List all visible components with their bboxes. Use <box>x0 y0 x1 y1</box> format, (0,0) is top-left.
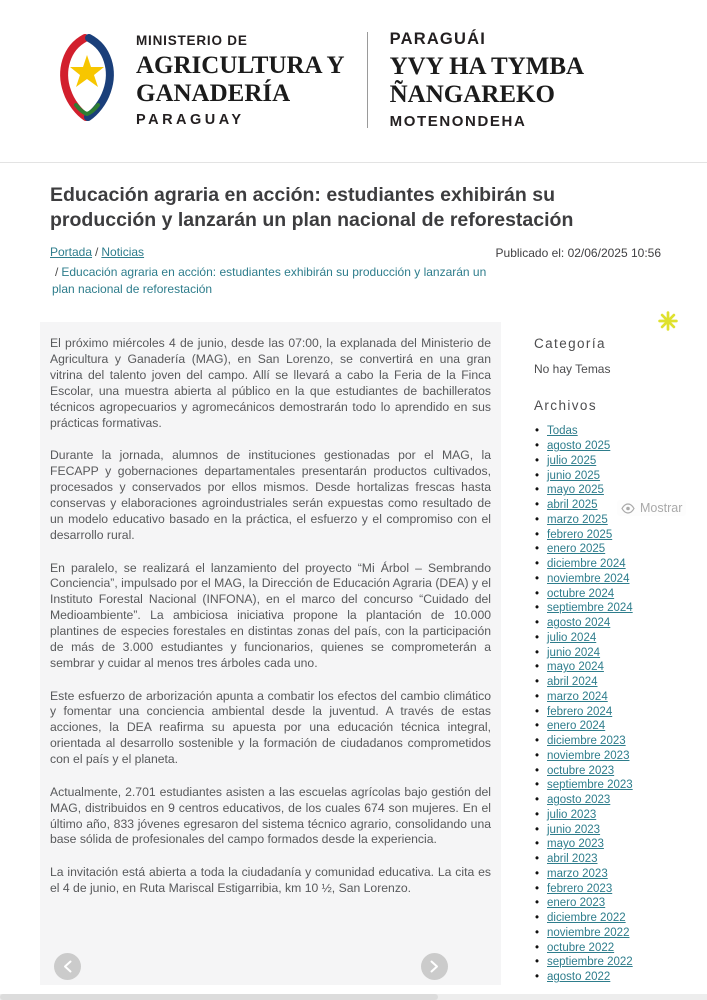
archive-link[interactable]: julio 2023 <box>547 808 597 821</box>
header-divider <box>0 162 707 163</box>
archive-item <box>534 631 661 646</box>
archive-link[interactable]: mayo 2024 <box>547 661 604 674</box>
article-paragraph: El próximo miércoles 4 de junio, desde las 07:00, la explanada del Ministerio de Agricultura y Ganadería (MAG), en San Lorenzo, se convertirá en una gran vitrina del talento joven del campo. Allí se llevará a cabo la Feria de la Finca Escolar, una muestra abierta al público en la que estudiantes de bachilleratos técnicos agropecuarios y agromecánicos demostrarán todo lo aprendido en sus prácticas formativas. <box>50 336 491 430</box>
ministry-line2: AGRICULTURA Y <box>136 51 345 79</box>
archive-link[interactable]: Todas <box>547 425 578 438</box>
archive-item <box>534 660 661 675</box>
archive-link[interactable]: enero 2025 <box>547 543 606 556</box>
archive-link[interactable]: octubre 2023 <box>547 764 615 777</box>
article-body <box>40 322 501 985</box>
archive-link[interactable]: agosto 2025 <box>547 440 611 453</box>
carousel-prev-button[interactable] <box>54 953 81 980</box>
horizontal-scrollbar[interactable] <box>0 994 707 1000</box>
breadcrumb-section-link[interactable]: Noticias <box>101 244 145 259</box>
guarani-line3: ÑANGAREKO <box>389 81 555 108</box>
archive-link[interactable]: febrero 2023 <box>547 882 613 895</box>
chevron-left-icon <box>63 960 72 973</box>
guarani-line1: PARAGUÁI <box>389 30 486 48</box>
breadcrumb-line2 <box>50 264 490 299</box>
archive-link[interactable]: marzo 2024 <box>547 690 608 703</box>
archive-link[interactable]: noviembre 2024 <box>547 572 630 585</box>
archive-link[interactable]: julio 2024 <box>547 631 597 644</box>
breadcrumb-separator: / <box>95 244 99 259</box>
archive-item <box>534 911 661 926</box>
archive-item <box>534 837 661 852</box>
archive-item <box>534 882 661 897</box>
archive-item <box>534 749 661 764</box>
archive-link[interactable]: febrero 2024 <box>547 705 613 718</box>
archive-item <box>534 852 661 867</box>
mag-coat-of-arms-logo <box>54 31 120 130</box>
archive-link[interactable]: junio 2024 <box>547 646 601 659</box>
breadcrumb-line1 <box>50 245 490 259</box>
archive-link[interactable]: junio 2023 <box>547 823 601 836</box>
archive-link[interactable]: noviembre 2022 <box>547 926 630 939</box>
archive-link[interactable]: agosto 2023 <box>547 794 611 807</box>
breadcrumb <box>50 245 490 299</box>
archive-item <box>534 572 661 587</box>
archive-link[interactable]: julio 2025 <box>547 454 597 467</box>
archive-item <box>534 926 661 941</box>
ministry-line1: MINISTERIO DE <box>136 32 248 48</box>
archive-link[interactable]: septiembre 2024 <box>547 602 633 615</box>
archive-item <box>534 528 661 543</box>
archive-item <box>534 970 661 985</box>
archive-link[interactable]: enero 2024 <box>547 720 606 733</box>
article-paragraph: Durante la jornada, alumnos de instituciones gestionadas por el MAG, la FECAPP y gobernaciones departamentales presentarán productos cultivados, procesados y conservados por ellos mismos. Desde hortalizas frescas hasta conservas y elaboraciones agroindustriales serán expuestas como resultado de un modelo educativo basado en la práctica, el esfuerzo y el compromiso con el desarrollo rural. <box>50 448 491 542</box>
archive-item <box>534 896 661 911</box>
archive-item <box>534 616 661 631</box>
archive-link[interactable]: abril 2024 <box>547 676 598 689</box>
archive-item <box>534 646 661 661</box>
archive-item <box>534 469 661 484</box>
archive-item <box>534 454 661 469</box>
archive-item <box>534 823 661 838</box>
archives-heading: Archivos <box>534 398 597 414</box>
archive-item <box>534 719 661 734</box>
archive-item <box>534 690 661 705</box>
scrollbar-thumb[interactable] <box>0 994 438 1000</box>
ministry-country: PARAGUAY <box>136 111 245 128</box>
guarani-line2: YVY HA TYMBA <box>389 53 585 80</box>
archive-link[interactable]: junio 2025 <box>547 469 601 482</box>
category-empty-text: No hay Temas <box>534 362 611 377</box>
archive-item <box>534 955 661 970</box>
header-vertical-divider <box>367 32 368 128</box>
breadcrumb-current-link[interactable]: Educación agraria en acción: estudiantes exhibirán su producción y lanzarán un plan nacional de reforestación <box>52 264 487 296</box>
article-meta-row <box>50 245 661 299</box>
ministry-line3: GANADERÍA <box>136 79 291 107</box>
archive-item <box>534 808 661 823</box>
archive-link[interactable]: diciembre 2022 <box>547 912 626 925</box>
archive-link[interactable]: mayo 2025 <box>547 484 604 497</box>
archive-link[interactable]: septiembre 2022 <box>547 956 633 969</box>
archive-link[interactable]: marzo 2023 <box>547 867 608 880</box>
archive-link[interactable]: octubre 2024 <box>547 587 615 600</box>
archive-item <box>534 587 661 602</box>
content-row <box>50 322 661 985</box>
archive-item <box>534 793 661 808</box>
archive-link[interactable]: mayo 2023 <box>547 838 604 851</box>
sidebar <box>501 322 661 985</box>
archive-item <box>534 705 661 720</box>
article-paragraph: Actualmente, 2.701 estudiantes asisten a las escuelas agrícolas bajo gestión del MAG, distribuidos en 9 centros educativos, de los cuales 674 son mujeres. En el último año, 833 jóvenes egresaron del sistema técnico agrario, consolidando una base sólida de profesionales del campo formados desde la experiencia. <box>50 784 491 847</box>
archive-item <box>534 483 661 498</box>
article-paragraph: En paralelo, se realizará el lanzamiento del proyecto “Mi Árbol – Sembrando Conciencia”, impulsado por el MAG, la Dirección de Educación Agraria (DEA) y el Instituto Forestal Nacional (INFONA), en el marco del concurso “Cuidado del Medioambiente”. La ambiciosa iniciativa propone la plantación de 10.000 plantines de especies forestales en distintas zonas del país, con la participación de más de 3.000 estudiantes y funcionarios, quienes se comprometerán a sembrar y cuidar al menos tres árboles cada uno. <box>50 560 491 670</box>
article-paragraph: Este esfuerzo de arborización apunta a combatir los efectos del cambio climático y fomentar una conciencia ambiental desde la juventud. A través de estas acciones, la DEA reafirma su apuesta por una educación técnica integral, orientada al desarrollo sostenible y la formación de ciudadanos comprometidos con el país y el planeta. <box>50 688 491 767</box>
article-paragraph: La invitación está abierta a toda la ciudadanía y comunidad educativa. La cita es el 4 de junio, en Ruta Mariscal Estigarribia, km 10 ½, San Lorenzo. <box>50 865 491 896</box>
archive-item <box>534 557 661 572</box>
carousel-next-button[interactable] <box>421 953 448 980</box>
archive-link[interactable]: marzo 2025 <box>547 513 608 526</box>
breadcrumb-separator: / <box>55 264 59 279</box>
archive-link[interactable]: agosto 2022 <box>547 971 611 984</box>
ministry-name-block <box>136 33 345 128</box>
archive-link[interactable]: noviembre 2023 <box>547 749 630 762</box>
archive-link[interactable]: abril 2025 <box>547 499 598 512</box>
eye-icon <box>621 503 635 514</box>
archive-item <box>534 941 661 956</box>
archive-link[interactable]: agosto 2024 <box>547 617 611 630</box>
published-date: Publicado el: 02/06/2025 10:56 <box>495 245 661 260</box>
archive-item <box>534 734 661 749</box>
accessibility-widget-button[interactable] <box>658 311 678 334</box>
archive-link[interactable]: enero 2023 <box>547 897 606 910</box>
site-header <box>0 0 707 130</box>
paraguay-escudo-icon <box>54 31 120 125</box>
archive-item <box>534 542 661 557</box>
archive-link[interactable]: diciembre 2024 <box>547 558 626 571</box>
archive-link[interactable]: abril 2023 <box>547 853 598 866</box>
show-overlay-label: Mostrar <box>640 501 683 515</box>
archive-item <box>534 764 661 779</box>
archive-item <box>534 601 661 616</box>
guarani-name-block <box>390 30 584 130</box>
archive-item <box>534 439 661 454</box>
show-overlay-button[interactable] <box>617 500 686 516</box>
page-title: Educación agraria en acción: estudiantes exhibirán su producción y lanzarán un plan nacional de reforestación <box>50 184 574 231</box>
archive-link[interactable]: octubre 2022 <box>547 941 615 954</box>
archive-item <box>534 867 661 882</box>
archive-item <box>534 424 661 439</box>
archive-item <box>534 778 661 793</box>
archive-link[interactable]: febrero 2025 <box>547 528 613 541</box>
guarani-line4: MOTENONDEHA <box>389 113 527 130</box>
breadcrumb-home-link[interactable]: Portada <box>50 244 93 259</box>
category-heading: Categoría <box>534 336 606 352</box>
archive-item <box>534 675 661 690</box>
chevron-right-icon <box>430 960 439 973</box>
main-content <box>0 183 707 985</box>
asterisk-icon <box>658 311 678 331</box>
archive-link[interactable]: diciembre 2023 <box>547 735 626 748</box>
archive-link[interactable]: septiembre 2023 <box>547 779 633 792</box>
